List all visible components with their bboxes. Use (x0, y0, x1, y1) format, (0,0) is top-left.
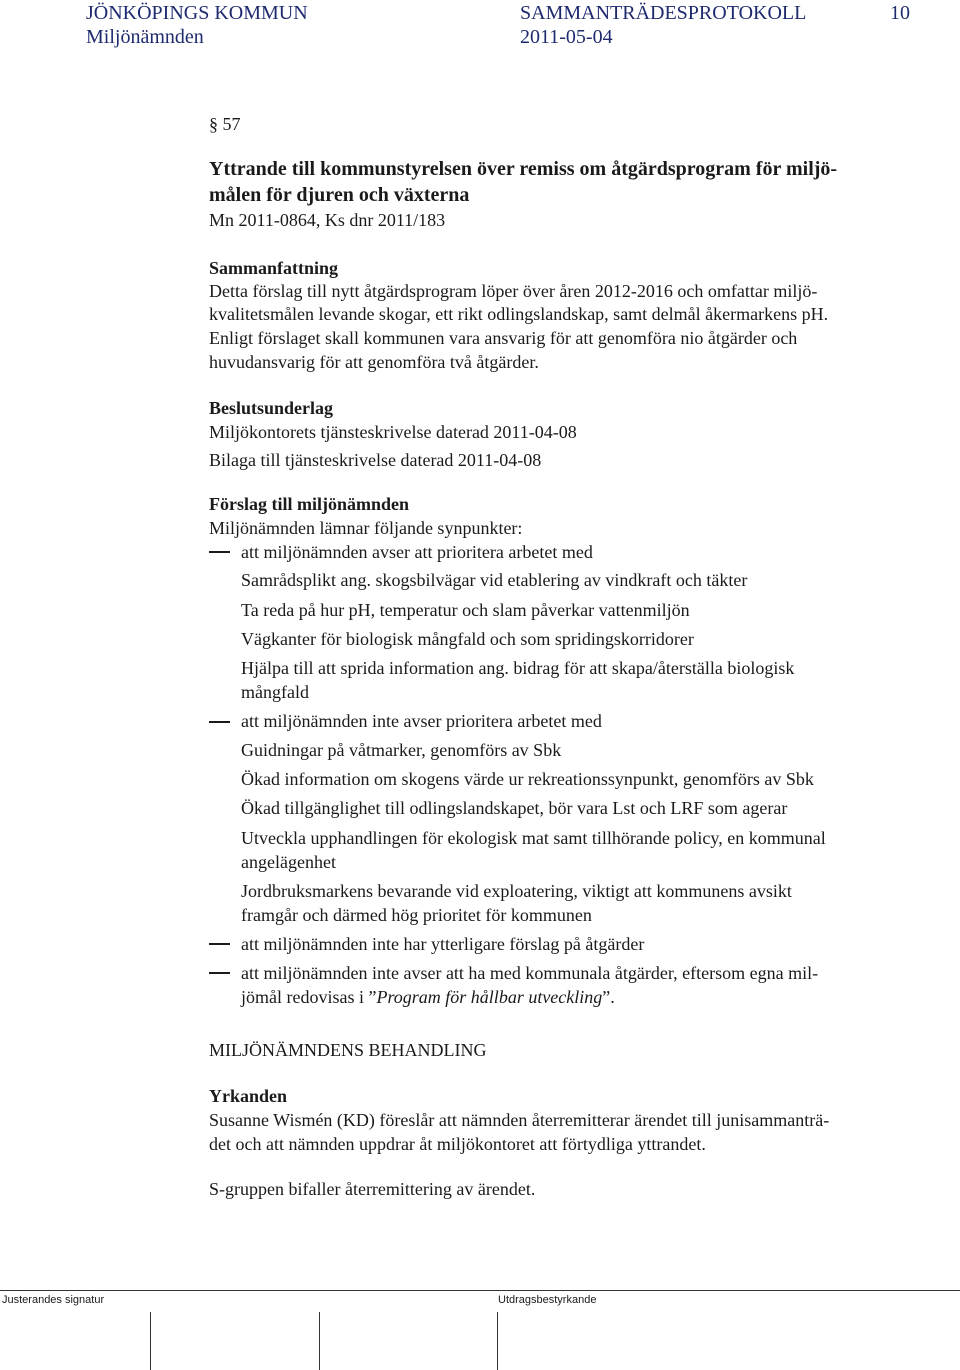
list-item: Samrådsplikt ang. skogsbilvägar vid etablering av vindkraft och täkter (241, 570, 748, 590)
dash-bullet (209, 721, 230, 723)
org-name: JÖNKÖPINGS KOMMUN (86, 2, 308, 24)
case-number: Mn 2011-0864, Ks dnr 2011/183 (209, 210, 446, 230)
dash-bullet (209, 972, 230, 974)
list-item: angelägenhet (241, 852, 336, 872)
protocol-label: SAMMANTRÄDESPROTOKOLL (520, 2, 807, 24)
basis-heading: Beslutsunderlag (209, 398, 334, 418)
list-item: Ökad information om skogens värde ur rekreationssynpunkt, genomförs av Sbk (241, 769, 814, 789)
title-line-2: målen för djuren och växterna (209, 184, 470, 206)
list-item: Ta reda på hur pH, temperatur och slam påverkar vattenmiljön (241, 600, 690, 620)
list-item: Ökad tillgänglighet till odlingslandskapet, bör vara Lst och LRF som agerar (241, 798, 788, 818)
basis-item: Miljökontorets tjänsteskrivelse daterad 2011-04-08 (209, 422, 577, 442)
page-number: 10 (890, 2, 910, 24)
list-item: framgår och därmed hög prioritet för kommunen (241, 905, 592, 925)
list-item: Jordbruksmarkens bevarande vid exploatering, viktigt att kommunens avsikt (241, 881, 792, 901)
program-title: Program för hållbar utveckling (376, 987, 603, 1007)
signature-box-divider (319, 1312, 320, 1370)
list-item: Hjälpa till att sprida information ang. bidrag för att skapa/återställa biologisk (241, 658, 795, 678)
dash-bullet (209, 943, 230, 945)
dash-bullet (209, 551, 230, 553)
list-item: Utveckla upphandlingen för ekologisk mat samt tillhörande policy, en kommunal (241, 828, 826, 848)
list-item: Guidningar på våtmarker, genomförs av Sbk (241, 740, 562, 760)
summary-line: Detta förslag till nytt åtgärdsprogram löper över åren 2012-2016 och omfattar miljö- (209, 281, 818, 301)
proposal-intro: Miljönämnden lämnar följande synpunkter: (209, 518, 523, 538)
title-line-1: Yttrande till kommunstyrelsen över remiss om åtgärdsprogram för miljö- (209, 158, 838, 180)
motion-line: det och att nämnden uppdrar åt miljökontoret att förtydliga yttrandet. (209, 1134, 706, 1154)
list-item: Vägkanter för biologisk mångfald och som spridingskorridorer (241, 629, 694, 649)
committee-name: Miljönämnden (86, 26, 204, 48)
summary-line: Enligt förslaget skall kommunen vara ansvarig för att genomföra nio åtgärder och (209, 328, 798, 348)
proposal-bullet-4: att miljönämnden inte avser att ha med kommunala åtgärder, eftersom egna mil- (241, 963, 819, 983)
basis-item: Bilaga till tjänsteskrivelse daterad 2011-04-08 (209, 450, 542, 470)
section-number: § 57 (209, 114, 241, 134)
motion-line: S-gruppen bifaller återremittering av ärendet. (209, 1179, 536, 1199)
footer-divider (0, 1290, 960, 1291)
treatment-heading: MILJÖNÄMNDENS BEHANDLING (209, 1040, 487, 1060)
signature-box-divider (150, 1312, 151, 1370)
proposal-bullet-2: att miljönämnden inte avser prioritera arbetet med (241, 711, 602, 731)
summary-line: huvudansvarig för att genomföra två åtgärder. (209, 352, 539, 372)
motions-heading: Yrkanden (209, 1086, 288, 1106)
proposal-bullet-4-cont: jömål redovisas i ”Program för hållbar utveckling”. (241, 987, 615, 1007)
summary-heading: Sammanfattning (209, 258, 339, 278)
signature-label: Justerandes signatur (2, 1294, 105, 1306)
proposal-heading: Förslag till miljönämnden (209, 494, 410, 514)
summary-line: kvalitetsmålen levande skogar, ett rikt odlingslandskap, samt delmål åkermarkens pH. (209, 304, 829, 324)
extract-label: Utdragsbestyrkande (498, 1294, 597, 1306)
signature-box-divider (497, 1312, 498, 1370)
proposal-bullet-1: att miljönämnden avser att prioritera arbetet med (241, 542, 593, 562)
proposal-bullet-3: att miljönämnden inte har ytterligare förslag på åtgärder (241, 934, 645, 954)
motion-line: Susanne Wismén (KD) föreslår att nämnden återremitterar ärendet till junisammanträ- (209, 1110, 830, 1130)
list-item: mångfald (241, 682, 309, 702)
meeting-date: 2011-05-04 (520, 26, 613, 48)
